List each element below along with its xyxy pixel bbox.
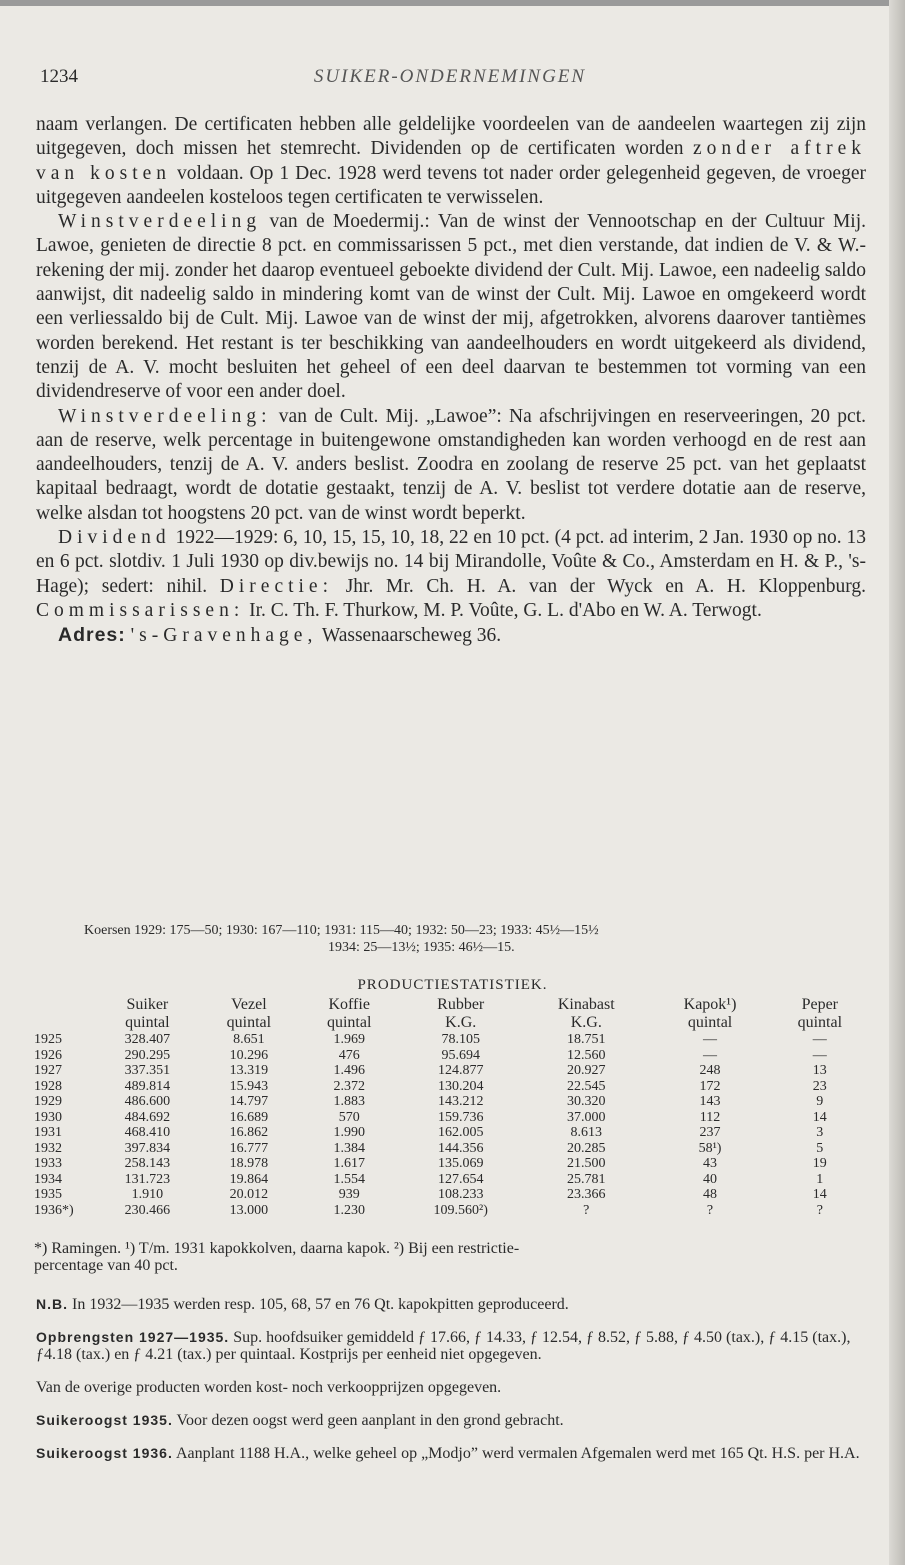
table-row — [34, 1125, 870, 1141]
table-cell: 397.834 — [124, 1140, 171, 1156]
table-cell: 124.877 — [437, 1063, 484, 1078]
table-cell: 468.410 — [124, 1125, 171, 1140]
table-row — [34, 1032, 870, 1048]
year-cell: 1933 — [34, 1156, 62, 1171]
column-header: Kinabast K.G. — [557, 996, 615, 1031]
table-cell: 1.554 — [333, 1171, 365, 1187]
year-cell: 1925 — [34, 1032, 62, 1047]
table-cell: 108.233 — [437, 1187, 484, 1202]
table-cell: 1.230 — [333, 1202, 365, 1218]
table-row — [34, 1063, 870, 1079]
page-number: 1234 — [40, 66, 78, 87]
table-cell: 14 — [812, 1109, 827, 1125]
table-body — [34, 1032, 870, 1218]
table-cell: 939 — [338, 1187, 360, 1202]
note-label: Suikeroogst 1936. — [36, 1445, 173, 1461]
table-cell: 13 — [812, 1063, 827, 1078]
table-cell: 10.296 — [229, 1047, 269, 1063]
table-cell: 8.651 — [233, 1032, 265, 1047]
scan-right-edge — [889, 0, 905, 1565]
table-cell: — — [703, 1047, 718, 1063]
table-cell: ? — [583, 1202, 590, 1218]
table-cell: 1 — [816, 1171, 824, 1187]
table-row — [34, 1141, 870, 1157]
table-cell: 230.466 — [124, 1202, 171, 1218]
table-cell: 248 — [699, 1063, 721, 1078]
table-cell: 18.978 — [229, 1156, 269, 1171]
table-row — [34, 1094, 870, 1110]
table-cell: 43 — [703, 1156, 718, 1171]
page-header — [40, 66, 860, 90]
adres-label: Adres: — [58, 624, 126, 647]
table-cell: ? — [706, 1202, 714, 1218]
table-cell: 9 — [816, 1094, 824, 1109]
adres-city: 's-Gravenhage, — [130, 625, 318, 647]
table-cell: — — [703, 1032, 718, 1047]
paragraph-winstverdeeling-cult: Winstverdeeling: van de Cult. Mij. „Lawoe”: Na afschrijvingen en reserveeringen, 20 pct. aan de reserve, welk percentage in buitengewone omstandigheden kan worden verhoogd en de rest aan aandeelhouders, tenzij de A. V. anders beslist. Zoodra en zoolang de reserve 25 pct. van het geplaatst kapitaal bedraagt, wordt de dotatie gestaakt, tenzij de A. V. beslist tot verdere dotatie aan de reserve, welke alsdan tot hoogstens 20 pct. van de winst wordt beperkt. — [36, 405, 866, 524]
table-cell: 16.777 — [229, 1140, 269, 1156]
koersen-line-2: 1934: 25—13½; 1935: 46½—15. — [328, 940, 515, 955]
column-header: Suiker quintal — [125, 996, 170, 1031]
table-cell: 20.012 — [229, 1187, 269, 1202]
table-cell: 337.351 — [124, 1063, 171, 1078]
koersen-block — [36, 922, 866, 956]
spaced-heading: Winstverdeeling — [58, 211, 262, 233]
table-cell: 30.320 — [567, 1094, 606, 1109]
table-cell: 328.407 — [124, 1032, 171, 1047]
table-cell: 570 — [338, 1109, 360, 1125]
table-cell: 130.204 — [437, 1078, 484, 1094]
table-cell: 20.285 — [567, 1140, 606, 1156]
table-cell: 1.883 — [333, 1094, 365, 1109]
table-row — [34, 1048, 870, 1064]
spaced-heading: Winstverdeeling: — [58, 405, 272, 427]
table-cell: 112 — [699, 1109, 721, 1125]
table-cell: 1.990 — [333, 1125, 365, 1140]
note-opbrengsten: Opbrengsten 1927—1935. Sup. hoofdsuiker gemiddeld ƒ 17.66, ƒ 14.33, ƒ 12.54, ƒ 8.52, ƒ 5.88, ƒ 4.50 (tax.), ƒ 4.15 (tax.), ƒ4.18 (tax.) en ƒ 4.21 (tax.) per quintaal. Kostprijs per eenheid niet opgegeven. — [36, 1329, 851, 1363]
note-label: Suikeroogst 1935. — [36, 1412, 173, 1428]
table-row — [34, 1156, 870, 1172]
table-cell: 14.797 — [229, 1094, 269, 1109]
spaced-heading: Directie: — [219, 575, 334, 597]
table-cell: — — [812, 1047, 827, 1063]
table-cell: 8.613 — [570, 1125, 602, 1140]
table-cell: 25.781 — [567, 1171, 606, 1187]
column-header: Koffie quintal — [326, 996, 372, 1031]
year-cell: 1932 — [34, 1140, 62, 1156]
year-cell: 1927 — [34, 1063, 62, 1078]
table-cell: 1.496 — [333, 1063, 365, 1078]
table-cell: 14 — [812, 1187, 827, 1202]
table-cell: 12.560 — [567, 1047, 606, 1063]
table-cell: 237 — [699, 1125, 721, 1140]
table-header-row — [34, 996, 870, 1032]
adres-street: Wassenaarscheweg 36. — [317, 625, 502, 647]
table-cell: 13.000 — [229, 1202, 269, 1218]
running-title: SUIKER-ONDERNEMINGEN — [313, 66, 587, 87]
table-cell: 143.212 — [437, 1094, 484, 1109]
table-row — [34, 1203, 870, 1219]
table-cell: 18.751 — [567, 1032, 606, 1047]
table-cell: 2.372 — [333, 1078, 365, 1094]
paragraph-dividend: Dividend 1922—1929: 6, 10, 15, 15, 10, 18, 22 en 10 pct. (4 pct. ad interim, 2 Jan. 1930 op no. 13 en 6 pct. slotdiv. 1 Juli 1930 op div.bewijs no. 14 bij Mirandolle, Voûte & Co., Amsterdam en H. & P., 's-Hage); sedert: nihil. Directie: Jhr. Mr. Ch. H. A. van der Wyck en A. H. Kloppenburg. Commissarissen: Ir. C. Th. F. Thurkow, M. P. Voûte, G. L. d'Abo en W. A. Terwogt. — [36, 527, 867, 621]
production-table — [34, 996, 870, 1218]
table-cell: 109.560²) — [433, 1202, 488, 1218]
year-cell: 1930 — [34, 1109, 62, 1125]
table-row — [34, 1079, 870, 1095]
year-cell: 1926 — [34, 1047, 62, 1063]
table-cell: 3 — [816, 1125, 824, 1140]
year-cell: 1928 — [34, 1078, 62, 1094]
table-cell: 484.692 — [124, 1109, 171, 1125]
table-cell: 16.689 — [229, 1109, 269, 1125]
table-cell: 21.500 — [567, 1156, 606, 1171]
table-cell: 290.295 — [124, 1047, 171, 1063]
table-cell: ? — [816, 1202, 823, 1218]
table-cell: 1.910 — [131, 1187, 164, 1202]
table-cell: 258.143 — [124, 1156, 171, 1171]
column-header: Vezel quintal — [226, 996, 272, 1031]
note-label: N.B. — [36, 1296, 68, 1312]
table-cell: 489.814 — [124, 1078, 171, 1094]
table-cell: 1.384 — [333, 1140, 365, 1156]
table-footnote: *) Ramingen. ¹) T/m. 1931 kapokkolven, daarna kapok. ²) Bij een restrictie- percentage van 40 pct. — [34, 1240, 520, 1274]
table-cell: 127.654 — [437, 1171, 484, 1187]
table-cell: — — [812, 1032, 827, 1047]
paragraph-winstverdeeling-moeder: Winstverdeeling van de Moedermij.: Van de winst der Vennootschap en der Cultuur Mij. Lawoe, genieten de directie 8 pct. en commissarissen 5 pct., met dien verstande, dat indien de V. & W.-rekening der mij. zonder het daarop eventueel geboekte dividend der Cult. Mij. Lawoe, een nadeelig saldo aanwijst, dit nadeelig saldo in mindering komt van de winst der Cult. Mij. Lawoe en omgekeerd wordt een verliessaldo bij de Cult. Mij. Lawoe van de winst der mij, afgetrokken, alvorens daarover tantièmes worden berekend. Het restant is ter beschikking van aandeelhouders en wordt uitgekeerd als dividend, tenzij de A. V. mocht besluiten het geheel of een deel daarvan te bestemmen tot vorming van een dividendreserve of voor een ander doel. — [36, 211, 866, 403]
notes-block — [36, 1296, 866, 1478]
note-suikeroogst-1936: Suikeroogst 1936. Aanplant 1188 H.A., welke geheel op „Modjo” werd vermalen Afgemalen werd met 165 Qt. H.S. per H.A. — [36, 1445, 860, 1462]
note-overige: Van de overige producten worden kost- noch verkoopprijzen opgegeven. — [36, 1379, 502, 1396]
table-cell: 13.319 — [229, 1063, 269, 1078]
year-cell: 1935 — [34, 1187, 62, 1202]
koersen-line-1: Koersen 1929: 175—50; 1930: 167—110; 1931: 115—40; 1932: 50—23; 1933: 45½—15½ — [84, 923, 599, 938]
spaced-heading: Commissarissen: — [36, 599, 245, 621]
table-cell: 476 — [338, 1047, 360, 1063]
scan-top-edge — [0, 0, 905, 6]
table-cell: 135.069 — [437, 1156, 484, 1171]
table-cell: 15.943 — [229, 1078, 269, 1094]
spaced-emphasis: zonder aftrek van kosten — [36, 138, 866, 184]
year-cell: 1929 — [34, 1094, 62, 1109]
spaced-heading: Dividend — [58, 527, 171, 549]
table-cell: 23.366 — [567, 1187, 606, 1202]
table-cell: 159.736 — [437, 1109, 484, 1125]
paragraph-certificaten: naam verlangen. De certificaten hebben alle geldelijke voordeelen van de aandeelen waartegen zij zijn uitgegeven, doch missen het stemrecht. Dividenden op de certificaten worden zonder aftrek van kosten voldaan. Op 1 Dec. 1928 werd tevens tot nader order gelegenheid gegeven, de vroeger uitgegeven aandeelen kosteloos tegen certificaten te verwisselen. — [36, 114, 866, 208]
table-cell: 78.105 — [441, 1032, 480, 1047]
column-header: Rubber K.G. — [437, 996, 485, 1031]
year-cell: 1934 — [34, 1171, 62, 1187]
table-cell: 40 — [703, 1171, 718, 1187]
year-cell: 1936*) — [34, 1202, 74, 1218]
note-suikeroogst-1935: Suikeroogst 1935. Voor dezen oogst werd geen aanplant in den grond gebracht. — [36, 1412, 564, 1429]
table-cell: 95.694 — [441, 1047, 480, 1063]
paragraph-adres — [36, 623, 866, 648]
table-cell: 19 — [812, 1156, 827, 1171]
table-row — [34, 1172, 870, 1188]
table-row — [34, 1187, 870, 1203]
year-cell: 1931 — [34, 1125, 62, 1140]
table-cell: 143 — [699, 1094, 721, 1109]
table-cell: 48 — [703, 1187, 718, 1202]
table-cell: 486.600 — [124, 1094, 171, 1109]
note-label: Opbrengsten 1927—1935. — [36, 1329, 230, 1345]
table-cell: 1.617 — [333, 1156, 365, 1171]
table-cell: 172 — [699, 1078, 721, 1094]
table-cell: 144.356 — [437, 1140, 484, 1156]
table-cell: 22.545 — [567, 1078, 606, 1094]
body-text — [36, 113, 866, 649]
note-nb: N.B. In 1932—1935 werden resp. 105, 68, 57 en 76 Qt. kapokpitten geproduceerd. — [36, 1296, 569, 1313]
table-cell: 58¹) — [698, 1140, 722, 1156]
table-cell: 162.005 — [437, 1125, 484, 1140]
table-cell: 131.723 — [124, 1171, 171, 1187]
table-cell: 5 — [816, 1140, 824, 1156]
table-row — [34, 1110, 870, 1126]
table-cell: 16.862 — [229, 1125, 269, 1140]
table-cell: 19.864 — [229, 1171, 269, 1187]
table-cell: 23 — [812, 1078, 827, 1094]
column-header: Peper quintal — [797, 996, 843, 1031]
production-table-title: PRODUCTIESTATISTIEK. — [357, 977, 548, 993]
column-header: Kapok¹) quintal — [683, 996, 737, 1031]
column-header-year — [34, 996, 96, 1032]
table-cell: 1.969 — [333, 1032, 365, 1047]
table-cell: 20.927 — [567, 1063, 606, 1078]
table-cell: 37.000 — [567, 1109, 606, 1125]
